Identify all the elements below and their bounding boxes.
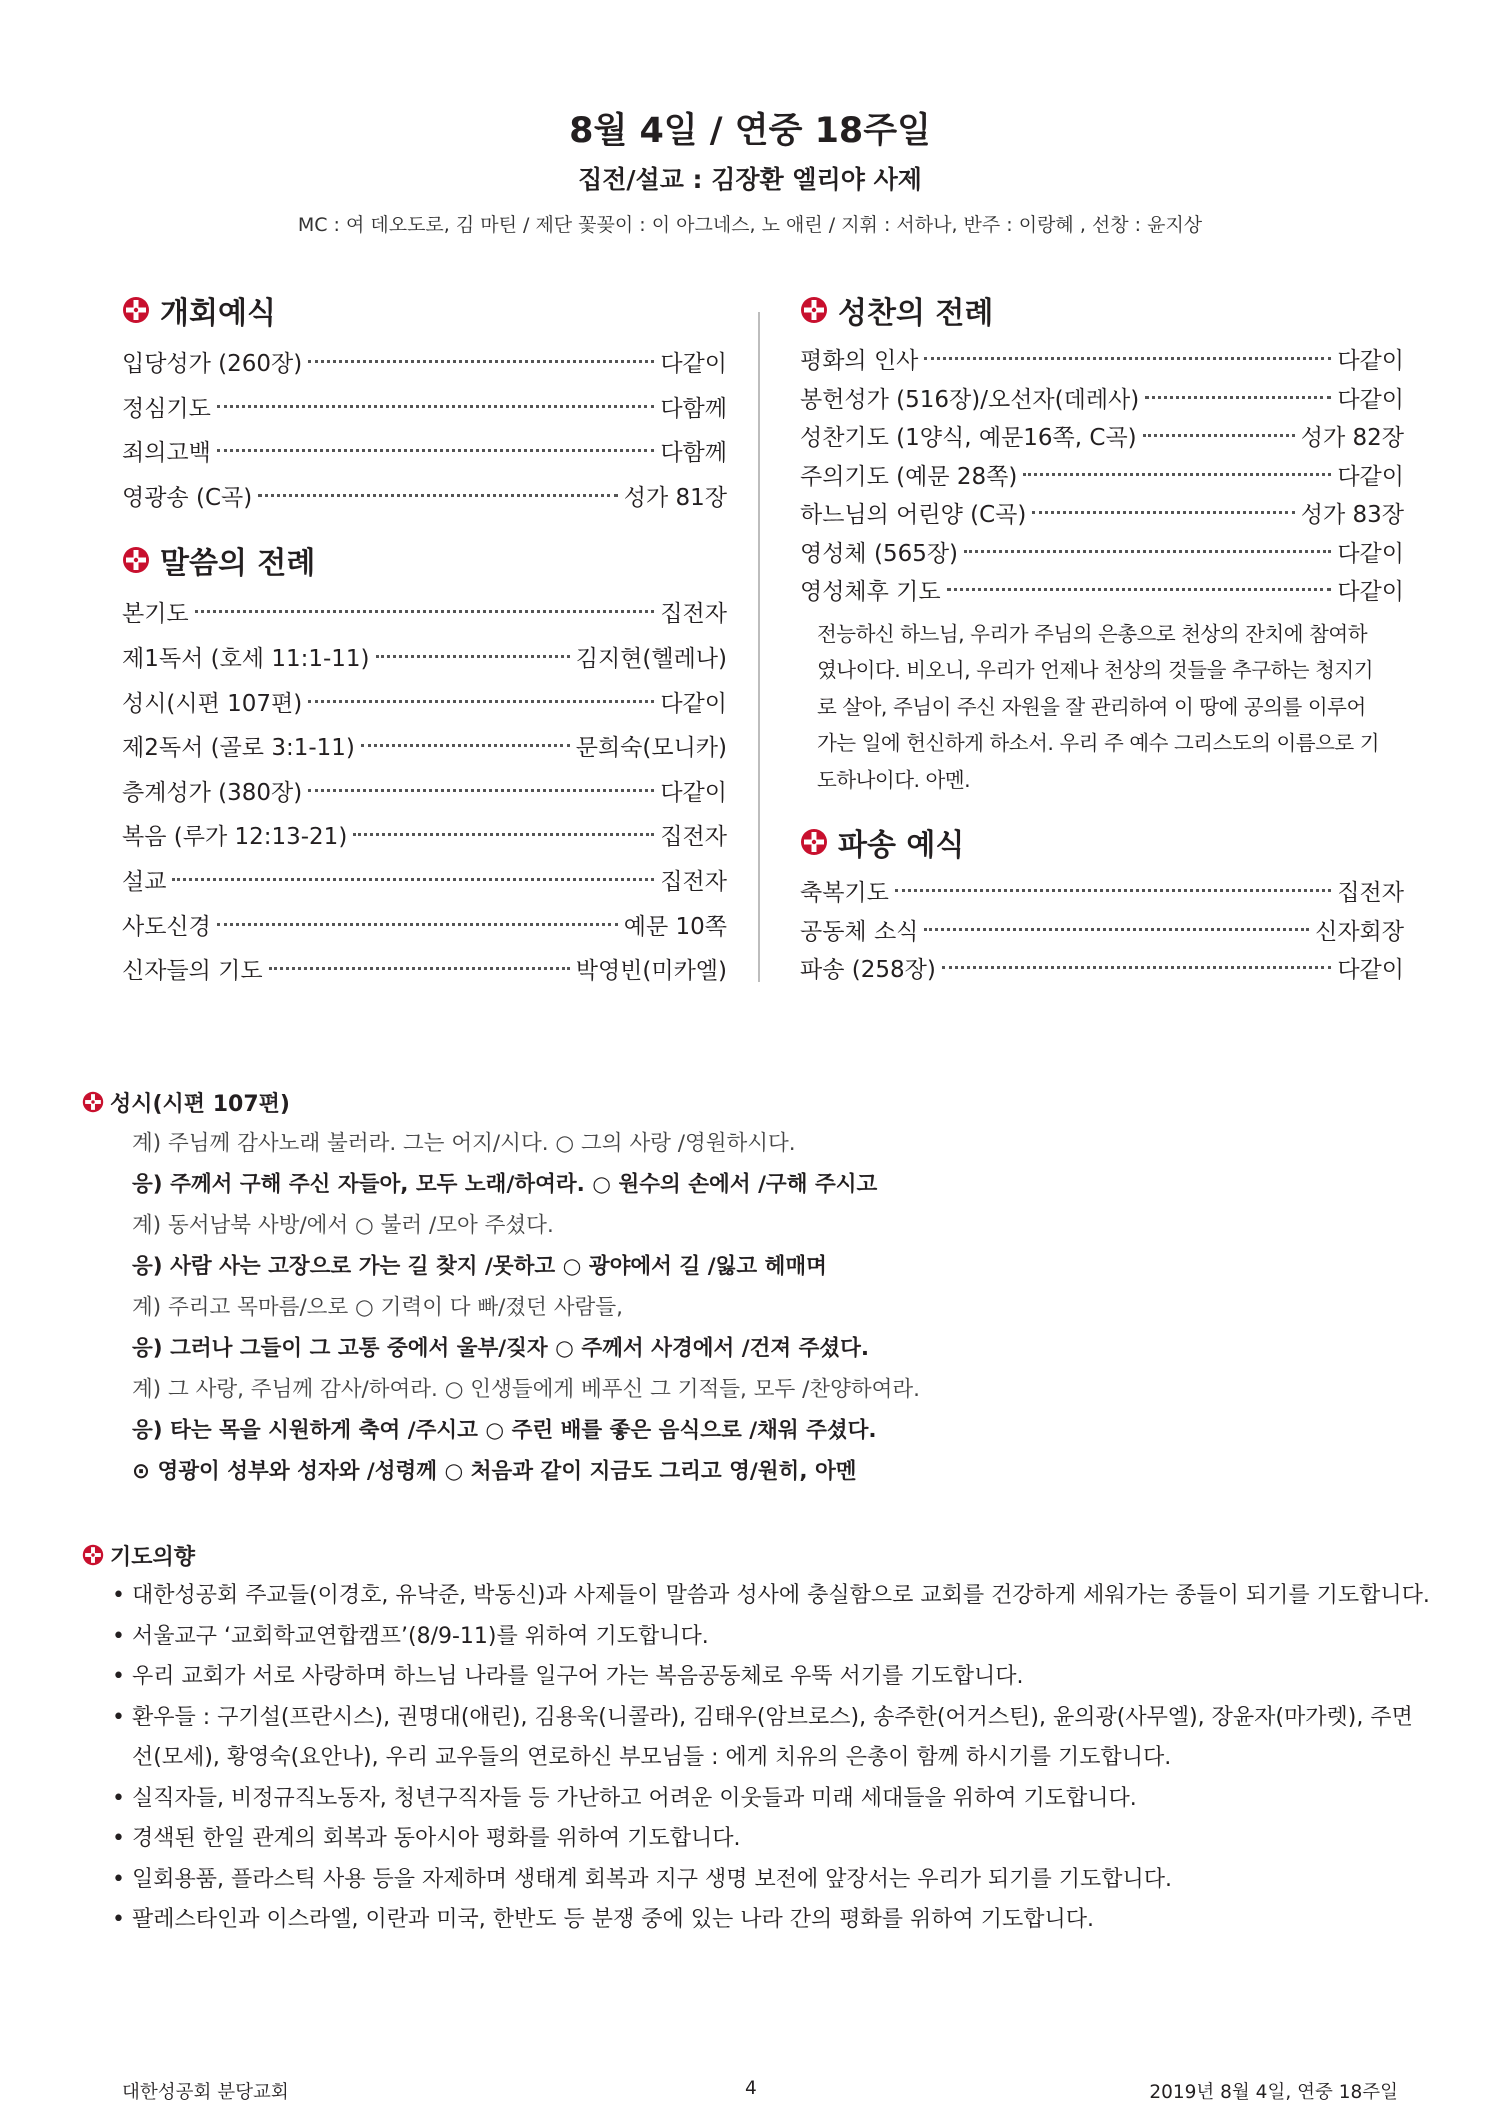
order-item-label: 파송 (258장) [800, 957, 936, 983]
order-item-value: 다함께 [660, 395, 727, 422]
psalm-versicle-line: 계) 그 사랑, 주님께 감사/하여라. ○ 인생들에게 베푸신 그 기적들, 모두 /찬양하여라. [132, 1377, 920, 1402]
staff-line: MC : 여 데오도로, 김 마틴 / 제단 꽃꽂이 : 이 아그네스, 노 애린 / 지휘 : 서하나, 반주 : 이랑혜 , 선창 : 윤지상 [297, 214, 1203, 236]
cross-icon [800, 296, 828, 324]
order-item-value: 다같이 [1337, 540, 1404, 567]
order-item [800, 951, 1404, 990]
order-item-label: 영성체후 기도 [800, 579, 941, 605]
order-item-label: 성찬기도 (1양식, 예문16쪽, C곡) [800, 425, 1137, 451]
footer-church: 대한성공회 분당교회 [122, 2082, 289, 2103]
order-list [800, 342, 1404, 612]
psalm-response-line: 응) 그러나 그들이 그 고통 중에서 울부/짖자 ○ 주께서 사경에서 /건져 주셨다. [132, 1336, 870, 1361]
page-title: 8월 4일 / 연중 18주일 [569, 111, 931, 151]
order-item-label: 본기도 [122, 601, 189, 628]
cross-icon [800, 828, 828, 856]
dot-leader [361, 744, 570, 747]
order-item-label: 공동체 소식 [800, 918, 919, 945]
dot-leader [172, 878, 654, 881]
order-item-label: 제2독서 (골로 3:1-11) [122, 735, 355, 762]
order-item [122, 431, 727, 476]
order-item [800, 535, 1404, 574]
order-item-label: 정심기도 [122, 395, 211, 422]
dot-leader [924, 928, 1309, 931]
order-item [122, 771, 727, 816]
order-item-label: 신자들의 기도 [122, 958, 263, 985]
dot-leader [217, 405, 654, 408]
order-item [122, 592, 727, 637]
cross-icon [82, 1544, 104, 1566]
order-item [122, 476, 727, 521]
order-item [800, 913, 1404, 952]
psalm-versicle-line: 계) 주리고 목마름/으로 ○ 기력이 다 빠/졌던 사람들, [132, 1295, 623, 1320]
section-header [122, 538, 727, 582]
order-item-value: 박영빈(미카엘) [575, 958, 727, 985]
order-item-value: 다같이 [660, 351, 727, 377]
dot-leader [1145, 396, 1331, 399]
order-list [122, 342, 727, 520]
order-item-label: 주의기도 (예문 28쪽) [800, 463, 1018, 490]
order-item [122, 682, 727, 727]
order-item [800, 573, 1404, 612]
dot-leader [353, 833, 654, 836]
dot-leader [308, 360, 654, 363]
order-item-value: 집전자 [660, 601, 727, 628]
prayer-line: 가는 일에 헌신하게 하소서. 우리 주 예수 그리스도의 이름으로 기 [817, 731, 1380, 755]
dot-leader [195, 610, 655, 613]
psalm-lines [132, 1123, 1422, 1492]
order-item-label: 영광송 (C곡) [122, 484, 253, 511]
order-item-value: 예문 10쪽 [623, 913, 727, 940]
dot-leader [1032, 511, 1294, 514]
section-header [122, 288, 727, 332]
order-item [122, 387, 727, 432]
intention-item: • 우리 교회가 서로 사랑하며 하느님 나라를 일구어 가는 복음공동체로 우뚝 서기를 기도합니다. [112, 1657, 1432, 1698]
intention-item: • 실직자들, 비정규직노동자, 청년구직자들 등 가난하고 어려운 이웃들과 미래 세대들을 위하여 기도합니다. [112, 1779, 1432, 1820]
order-item-label: 설교 [122, 868, 167, 895]
dot-leader [947, 588, 1332, 591]
order-item-label: 입당성가 (260장) [122, 351, 303, 377]
right-column [800, 288, 1404, 1012]
dot-leader [895, 889, 1331, 892]
order-item-label: 제1독서 (호세 11:1-11) [122, 645, 370, 672]
order-item [122, 342, 727, 387]
cross-icon [82, 1091, 104, 1113]
dot-leader [924, 357, 1331, 360]
order-item-label: 평화의 인사 [800, 348, 919, 374]
dot-leader [217, 449, 654, 452]
order-item [122, 949, 727, 994]
order-item-value: 집전자 [660, 824, 727, 851]
psalm-response-line: 응) 사람 사는 고장으로 가는 길 찾지 /못하고 ○ 광야에서 길 /잃고 헤매며 [132, 1254, 827, 1279]
order-item-value: 신자회장 [1315, 918, 1404, 945]
intentions-section [82, 1538, 1430, 1941]
order-item-value: 김지현(헬레나) [575, 645, 727, 672]
order-item-value: 다같이 [1337, 957, 1404, 983]
post-communion-prayer [817, 616, 1402, 799]
dot-leader [376, 655, 570, 658]
prayer-line: 도하나이다. 아멘. [817, 767, 971, 792]
cross-icon [122, 296, 150, 324]
order-item [122, 860, 727, 905]
dot-leader [964, 550, 1331, 553]
order-item-value: 집전자 [1337, 880, 1404, 906]
order-item-label: 축복기도 [800, 880, 889, 906]
order-item-label: 죄의고백 [122, 440, 211, 467]
cross-icon [122, 546, 150, 574]
order-item-value: 성가 83장 [1300, 502, 1404, 528]
column-divider [758, 312, 760, 982]
order-item-value: 문희숙(모니카) [575, 735, 727, 762]
section-title: 성찬의 전례 [838, 296, 994, 331]
section-header [800, 820, 1404, 864]
dot-leader [217, 923, 618, 926]
order-item-value: 다같이 [1337, 348, 1404, 374]
order-item-label: 층계성가 (380장) [122, 779, 303, 806]
order-item [800, 874, 1404, 913]
intention-item: • 대한성공회 주교들(이경호, 유낙준, 박동신)과 사제들이 말씀과 성사에 충실함으로 교회를 건강하게 세워가는 종들이 되기를 기도합니다. [112, 1576, 1432, 1617]
order-item-value: 다같이 [660, 779, 727, 806]
order-item-label: 사도신경 [122, 913, 211, 940]
dot-leader [942, 966, 1332, 969]
dot-leader [1143, 434, 1295, 437]
order-item-value: 성가 81장 [623, 484, 727, 511]
order-item-value: 다같이 [660, 690, 727, 717]
order-item-label: 성시(시편 107편) [122, 690, 303, 717]
order-item [800, 342, 1404, 381]
order-item-value: 다같이 [1337, 386, 1404, 413]
intention-item: • 서울교구 ‘교회학교연합캠프’(8/9-11)를 위하여 기도합니다. [112, 1617, 1432, 1658]
psalm-title: 성시(시편 107편) [110, 1091, 290, 1117]
order-item-value: 다같이 [1337, 579, 1404, 605]
order-item-label: 봉헌성가 (516장)/오선자(데레사) [800, 386, 1140, 413]
psalm-response-line: ⊙ 영광이 성부와 성자와 /성령께 ○ 처음과 같이 지금도 그리고 영/원히, 아멘 [132, 1459, 857, 1484]
footer-date: 2019년 8월 4일, 연중 18주일 [1149, 2082, 1398, 2103]
celebrant-line: 집전/설교 : 김장환 엘리야 사제 [578, 165, 922, 194]
order-item [122, 726, 727, 771]
order-item [122, 815, 727, 860]
intentions-title: 기도의향 [110, 1544, 196, 1570]
dot-leader [258, 494, 618, 497]
intention-item: • 일회용품, 플라스틱 사용 등을 자제하며 생태계 회복과 지구 생명 보전에 앞장서는 우리가 되기를 기도합니다. [112, 1860, 1432, 1901]
order-item-value: 집전자 [660, 868, 727, 895]
dot-leader [1023, 473, 1331, 476]
order-item-label: 복음 (루가 12:13-21) [122, 824, 348, 851]
section-title: 개회예식 [160, 296, 276, 331]
order-item-value: 다같이 [1337, 463, 1404, 490]
order-item [800, 381, 1404, 420]
left-column [122, 288, 727, 1012]
intention-item: • 환우들 : 구기설(프란시스), 권명대(애린), 김용욱(니콜라), 김태우(암브로스), 송주한(어거스틴), 윤의광(사무엘), 장윤자(마가렛), 주면선(모세), 황영숙(요안나), 우리 교우들의 연로하신 부모님들 : 에게 치유의 은총이 함께 하시기를 기도합니다. [112, 1698, 1432, 1779]
order-item-value: 성가 82장 [1300, 425, 1404, 451]
psalm-versicle-line: 계) 동서남북 사방/에서 ○ 불러 /모아 주셨다. [132, 1213, 554, 1238]
section-title: 말씀의 전례 [160, 546, 316, 582]
psalm-response-line: 응) 타는 목을 시원하게 축여 /주시고 ○ 주린 배를 좋은 음식으로 /채워 주셨다. [132, 1418, 877, 1443]
order-list [800, 874, 1404, 990]
order-item [122, 637, 727, 682]
prayer-line: 로 살아, 주님이 주신 자원을 잘 관리하여 이 땅에 공의를 이루어 [817, 694, 1366, 719]
intentions-list [112, 1576, 1430, 1941]
prayer-line: 전능하신 하느님, 우리가 주님의 은총으로 천상의 잔치에 참여하 [817, 621, 1368, 646]
intention-item: • 팔레스타인과 이스라엘, 이란과 미국, 한반도 등 분쟁 중에 있는 나라 간의 평화를 위하여 기도합니다. [112, 1900, 1432, 1941]
order-item [122, 905, 727, 950]
order-item-label: 하느님의 어린양 (C곡) [800, 502, 1027, 528]
order-item [800, 496, 1404, 535]
dot-leader [308, 789, 654, 792]
intention-item: • 경색된 한일 관계의 회복과 동아시아 평화를 위하여 기도합니다. [112, 1819, 1432, 1860]
psalm-response-line: 응) 주께서 구해 주신 자들아, 모두 노래/하여라. ○ 원수의 손에서 /구해 주시고 [132, 1172, 878, 1197]
prayer-line: 였나이다. 비오니, 우리가 언제나 천상의 것들을 추구하는 청지기 [817, 658, 1374, 682]
section-header [800, 288, 1404, 332]
footer-page-number: 4 [745, 2078, 757, 2099]
order-item-value: 다함께 [660, 440, 727, 467]
order-list [122, 592, 727, 993]
section-title: 파송 예식 [838, 828, 965, 863]
psalm-section [82, 1085, 1422, 1492]
order-item [800, 458, 1404, 497]
psalm-versicle-line: 계) 주님께 감사노래 불러라. 그는 어지/시다. ○ 그의 사랑 /영원하시다. [132, 1131, 796, 1156]
dot-leader [308, 700, 654, 703]
dot-leader [269, 967, 570, 970]
order-item [800, 419, 1404, 458]
order-item-label: 영성체 (565장) [800, 540, 959, 567]
